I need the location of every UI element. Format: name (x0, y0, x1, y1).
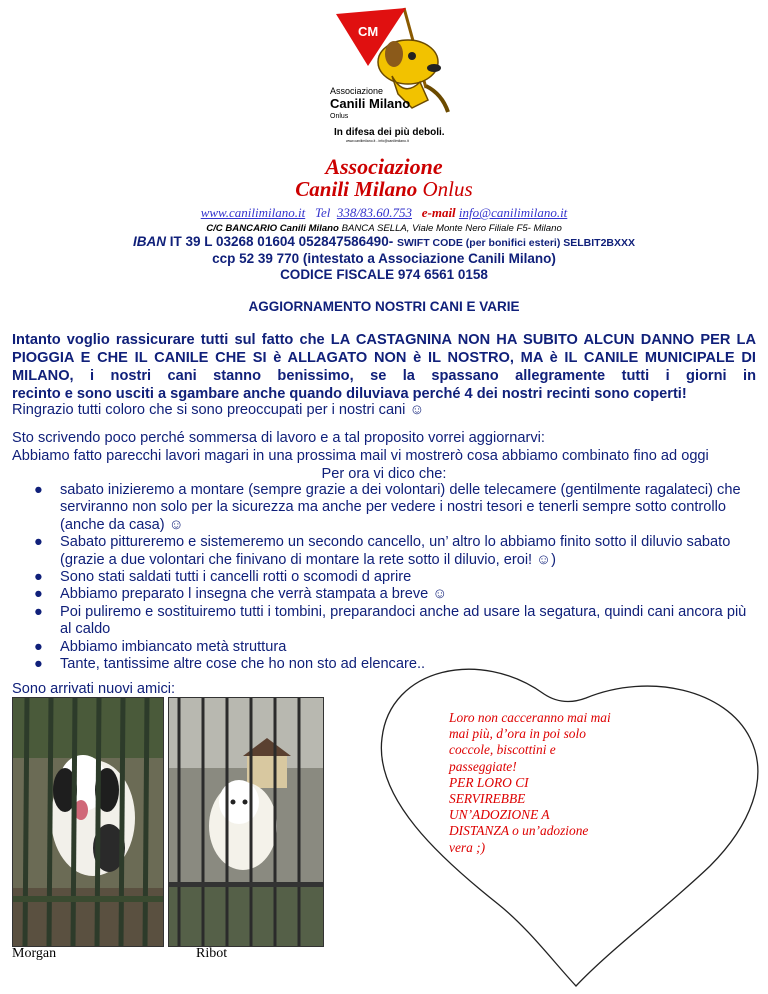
list-item: ● Abbiamo preparato l insegna che verrà stampata a breve ☺ (34, 586, 448, 603)
list-item: ● sabato inizieremo a montare (sempre grazie a dei volontari) delle telecamere (gentilmente ragalateci) che serviranno non solo per la sicurezza ma anche per vedere i nostri tesori e tenerli sempre sotto controllo (anche da casa) ☺ (34, 482, 741, 533)
ccp-line: ccp 52 39 770 (intestato a Associazione Canili Milano) (212, 251, 556, 266)
works-line: Abbiamo fatto parecchi lavori magari in una prossima mail vi mostrerò cosa abbiamo combinato fino ad oggi (12, 448, 709, 464)
intro-text-last: recinto e sono usciti a sgambare anche quando diluviava perché 4 dei nostri recinti sono coperti! (12, 386, 687, 402)
svg-text:www.canilimilano.it - info@can: www.canilimilano.it - info@canilimilano.it (346, 139, 409, 143)
work-update-line: Sto scrivendo poco perché sommersa di lavoro e a tal proposito vorrei aggiornarvi: (12, 430, 545, 446)
bullet-icon: ● (34, 569, 43, 586)
bank-account-details: BANCA SELLA, Viale Monte Nero Filiale F5- Milano (341, 223, 562, 234)
logo-graphic (308, 2, 458, 144)
for-now-line: Per ora vi dico che: (321, 466, 447, 482)
caption-morgan: Morgan (12, 946, 57, 961)
association-onlus: Onlus (422, 177, 473, 201)
tel-label: Tel (314, 205, 331, 220)
svg-text:CM: CM (358, 24, 379, 39)
tel-number: 338/83.60.753 (336, 205, 412, 220)
association-name: Canili Milano (295, 177, 418, 201)
swift-code: SWIFT CODE (per bonifici esteri) SELBIT2BXXX (396, 237, 635, 249)
heart-message (449, 710, 649, 856)
website-link[interactable]: www.canilimilano.it (200, 205, 306, 220)
photo-ribot (168, 697, 324, 947)
photo-morgan (12, 697, 164, 947)
bank-account-label: C/C BANCARIO Canili Milano (206, 223, 339, 234)
iban-code: IT 39 L 03268 01604 052847586490- (169, 234, 394, 249)
bullet-icon: ● (34, 534, 43, 551)
svg-text:Onlus: Onlus (330, 113, 349, 120)
heart-line: PER LORO CI (449, 774, 529, 790)
heart-line: UN’ADOZIONE A (449, 807, 550, 823)
intro-paragraph (12, 331, 756, 403)
email-label: e-mail (421, 205, 456, 220)
bullet-icon: ● (34, 482, 43, 498)
association-title-line1: Associazione (325, 154, 443, 179)
heart-line: coccole, biscottini e (449, 742, 556, 758)
list-item: ● Abbiamo imbiancato metà struttura (34, 638, 287, 655)
dog-photo-morgan (13, 698, 163, 946)
list-item: ● Poi puliremo e sostituiremo tutti i tombini, preparandoci anche ad usare la segatura, quindi cani ancora più al caldo (34, 603, 747, 638)
heart-line: vera ;) (449, 839, 486, 855)
caption-ribot: Ribot (196, 946, 228, 961)
heart-line: Loro non cacceranno mai mai (449, 710, 611, 725)
bank-account-line (0, 223, 768, 234)
heart-line: SERVIREBBE (449, 791, 526, 807)
list-item: ● Tante, tantissime altre cose che ho non sto ad elencare.. (34, 656, 426, 673)
update-list (12, 482, 756, 673)
intro-text: Intanto voglio rassicurare tutti sul fatto che LA CASTAGNINA NON HA SUBITO ALCUN DANNO PER LA PIOGGIA E CHE IL CANILE CHE SI è ALLAGATO NON è IL NOSTRO, MA è IL CANILE MUNICIPALE DI MILANO, i nostri cani stanno benissimo, se la spassano allegramente tutti i giorni in (12, 332, 756, 384)
association-title-line2 (0, 177, 768, 202)
thanks-line: Ringrazio tutti coloro che si sono preoccupati per i nostri cani ☺ (12, 402, 425, 418)
association-logo (308, 2, 458, 144)
email-link[interactable]: info@canilimilano.it (458, 205, 568, 220)
contact-line (0, 205, 768, 221)
svg-text:Associazione: Associazione (330, 86, 384, 96)
new-friends-line: Sono arrivati nuovi amici: (12, 681, 176, 697)
bullet-icon: ● (34, 586, 43, 603)
section-heading: AGGIORNAMENTO NOSTRI CANI E VARIE (248, 299, 520, 314)
bullet-icon: ● (34, 656, 43, 673)
bullet-icon: ● (34, 638, 43, 655)
bullet-icon: ● (34, 603, 43, 620)
svg-text:In difesa dei più deboli.: In difesa dei più deboli. (334, 127, 445, 138)
svg-text:Canili Milano: Canili Milano (330, 96, 411, 111)
heart-line: passeggiate! (449, 758, 517, 774)
list-item: ● Sabato pittureremo e sistemeremo un secondo cancello, un’ altro lo abbiamo finito sotto il diluvio sabato (grazie a due volontari che finivano di montare la rete sotto il diluvio, eroi! ☺) (34, 534, 731, 568)
heart-line: DISTANZA o un’adozione (449, 823, 589, 839)
list-item: ● Sono stati saldati tutti i cancelli rotti o scomodi d aprire (34, 569, 412, 586)
codice-fiscale: CODICE FISCALE 974 6561 0158 (280, 267, 488, 282)
iban-label: IBAN (132, 234, 166, 249)
heart-line: mai più, d’ora in poi solo (449, 726, 586, 742)
dog-photo-ribot (169, 698, 323, 946)
iban-line (0, 234, 768, 249)
